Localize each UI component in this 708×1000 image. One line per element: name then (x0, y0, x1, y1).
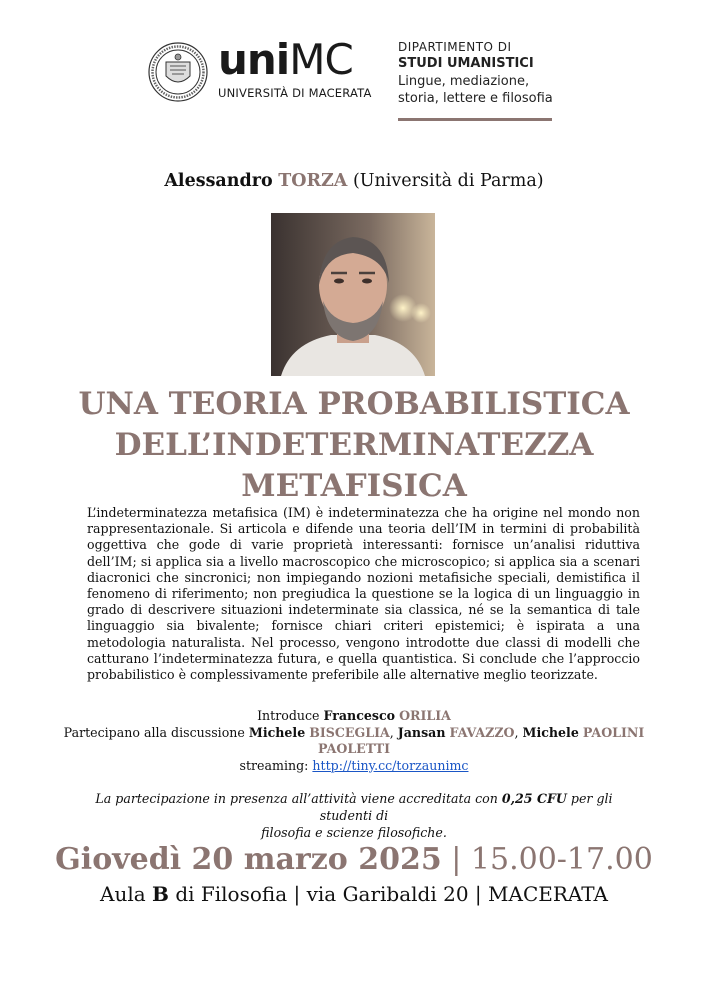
university-name: UNIVERSITÀ DI MACERATA (218, 86, 372, 100)
department-divider (398, 118, 552, 121)
speaker-affiliation: (Università di Parma) (352, 171, 544, 191)
speaker-line (0, 171, 708, 191)
streaming-line: streaming: http://tiny.cc/torzaunimc (239, 757, 469, 773)
university-logo: uniMC (218, 35, 353, 84)
introducer-line: Introduce Francesco ORILIA (257, 708, 451, 723)
abstract: L’indeterminatezza metafisica (IM) è indeterminatezza che ha origine nel mondo non rappresentazionale. Si articola e difende una teoria dell’IM in termini di probabilità oggettiva che gode di varie proprietà interessanti: fornisce un’analisi riduttiva dell’IM; si applica sia a livello macroscopico che microscopico; si applica sia a scenari diacronici che sincronici; non impiegando nozioni metafisiche speciali, demistifica il fenomeno di riferimento; non pregiudica la questione se la logica di un linguaggio in grado di descrivere situazioni indeterminate sia classica, né se la semantica di tale linguaggio sia bivalente; fornisce chiari criteri epistemici; è ispirata a una metodologia naturalista. Nel processo, vengono introdotte due classi di modelli che catturano l’indeterminatezza futura, e quella quantistica. Si conclude che l’approccio probabilistico è complessivamente preferibile alle alternative meglio teorizzate. (87, 505, 640, 683)
event-date: Giovedì 20 marzo 2025 | 15.00-17.00 (55, 842, 653, 877)
event-venue: Aula B di Filosofia | via Garibaldi 20 | MACERATA (100, 882, 608, 906)
event-day: Giovedì 20 marzo 2025 (55, 842, 442, 877)
speaker-first-name: Alessandro (164, 171, 273, 191)
speaker-photo (271, 213, 435, 376)
participants (60, 708, 648, 774)
university-seal-icon (148, 42, 208, 102)
event-time: 15.00-17.00 (470, 842, 653, 877)
discussants-line: Partecipano alla discussione Michele BISCEGLIA, Jansan FAVAZZO, Michele PAOLINI PAOLETTI (63, 724, 645, 757)
streaming-link[interactable]: http://tiny.cc/torzaunimc (312, 757, 469, 773)
lecture-title: UNA TEORIA PROBABILISTICA DELL’INDETERMINATEZZA METAFISICA (78, 386, 630, 504)
credits-note: La partecipazione in presenza all’attività viene accreditata con 0,25 CFU per gli studenti di filosofia e scienze filosofiche. (95, 791, 613, 840)
department-name: DIPARTIMENTO DI STUDI UMANISTICI Lingue, mediazione, storia, lettere e filosofia (398, 40, 553, 106)
header (148, 35, 568, 125)
speaker-last-name: TORZA (278, 171, 348, 191)
